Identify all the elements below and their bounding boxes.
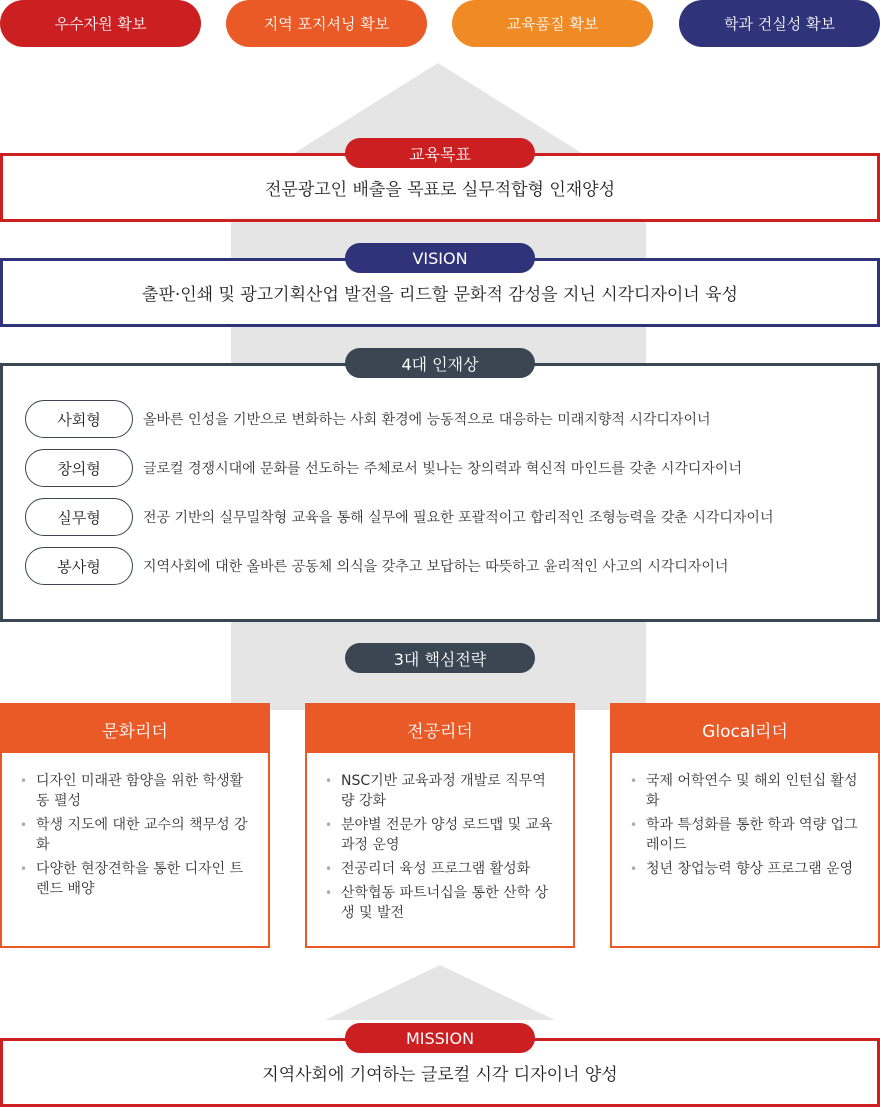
bottom-arrow-graphic <box>320 965 560 1025</box>
list-item: • NSC기반 교육과정 개발로 직무역량 강화 <box>341 771 559 811</box>
vision-text: 출판·인쇄 및 광고기획산업 발전을 리드할 문화적 감성을 지닌 시각디자이너 육성 <box>142 285 738 305</box>
goal-badge: 교육목표 <box>345 138 535 168</box>
talent-desc: 올바른 인성을 기반으로 변화하는 사회 환경에 능동적으로 대응하는 미래지향적 시각디자이너 <box>143 412 711 428</box>
strategy-list <box>307 753 573 923</box>
list-item: • 전공리더 육성 프로그램 활성화 <box>341 859 559 879</box>
pill-department-soundness: 학과 건실성 확보 <box>679 0 880 47</box>
list-item: • 산학협동 파트너십을 통한 산학 상생 및 발전 <box>341 883 559 923</box>
strategy-card-major <box>305 703 575 948</box>
strategy-card-culture <box>0 703 270 948</box>
list-item: • 학과 특성화를 통한 학과 역량 업그레이드 <box>646 815 864 855</box>
talent-desc: 지역사회에 대한 올바른 공동체 의식을 갖추고 보답하는 따뜻하고 윤리적인 사고의 시각디자이너 <box>143 559 729 575</box>
vision-badge: VISION <box>345 243 535 273</box>
talent-row-creative <box>25 447 742 489</box>
list-item: • 분야별 전문가 양성 로드맵 및 교육과정 운영 <box>341 815 559 855</box>
list-item: • 디자인 미래관 함양을 위한 학생활동 펼성 <box>36 771 254 811</box>
strategy-title: Glocal리더 <box>612 705 878 753</box>
talent-row-service <box>25 545 728 587</box>
talent-name: 사회형 <box>25 400 133 438</box>
mission-badge: MISSION <box>345 1023 535 1053</box>
talent-badge: 4대 인재상 <box>345 348 535 378</box>
mission-text: 지역사회에 기여하는 글로컬 시각 디자이너 양성 <box>262 1065 618 1085</box>
strategy-title: 문화리더 <box>2 705 268 753</box>
list-item: • 다양한 현장견학을 통한 디자인 트렌드 배양 <box>36 859 254 899</box>
talent-name: 실무형 <box>25 498 133 536</box>
list-item: • 학생 지도에 대한 교수의 책무성 강화 <box>36 815 254 855</box>
strategy-list <box>612 753 878 879</box>
talent-desc: 글로컬 경쟁시대에 문화를 선도하는 주체로서 빛나는 창의력과 혁신적 마인드를 갖춘 시각디자이너 <box>143 461 742 477</box>
list-item: • 국제 어학연수 및 해외 인턴십 활성화 <box>646 771 864 811</box>
pill-talent-resource: 우수자원 확보 <box>0 0 201 47</box>
strategy-list <box>2 753 268 899</box>
goal-text: 전문광고인 배출을 목표로 실무적합형 인재양성 <box>264 180 616 200</box>
strategy-card-glocal <box>610 703 880 948</box>
list-item: • 청년 창업능력 향상 프로그램 운영 <box>646 859 864 879</box>
strategy-title: 전공리더 <box>307 705 573 753</box>
pill-education-quality: 교육품질 확보 <box>452 0 653 47</box>
pill-regional-positioning: 지역 포지셔닝 확보 <box>226 0 427 47</box>
talent-name: 창의형 <box>25 449 133 487</box>
strategy-badge: 3대 핵심전략 <box>345 643 535 673</box>
talent-row-practical <box>25 496 773 538</box>
talent-name: 봉사형 <box>25 547 133 585</box>
talent-desc: 전공 기반의 실무밀착형 교육을 통해 실무에 필요한 포괄적이고 합리적인 조형능력을 갖춘 시각디자이너 <box>143 510 774 526</box>
talent-row-social <box>25 398 711 440</box>
